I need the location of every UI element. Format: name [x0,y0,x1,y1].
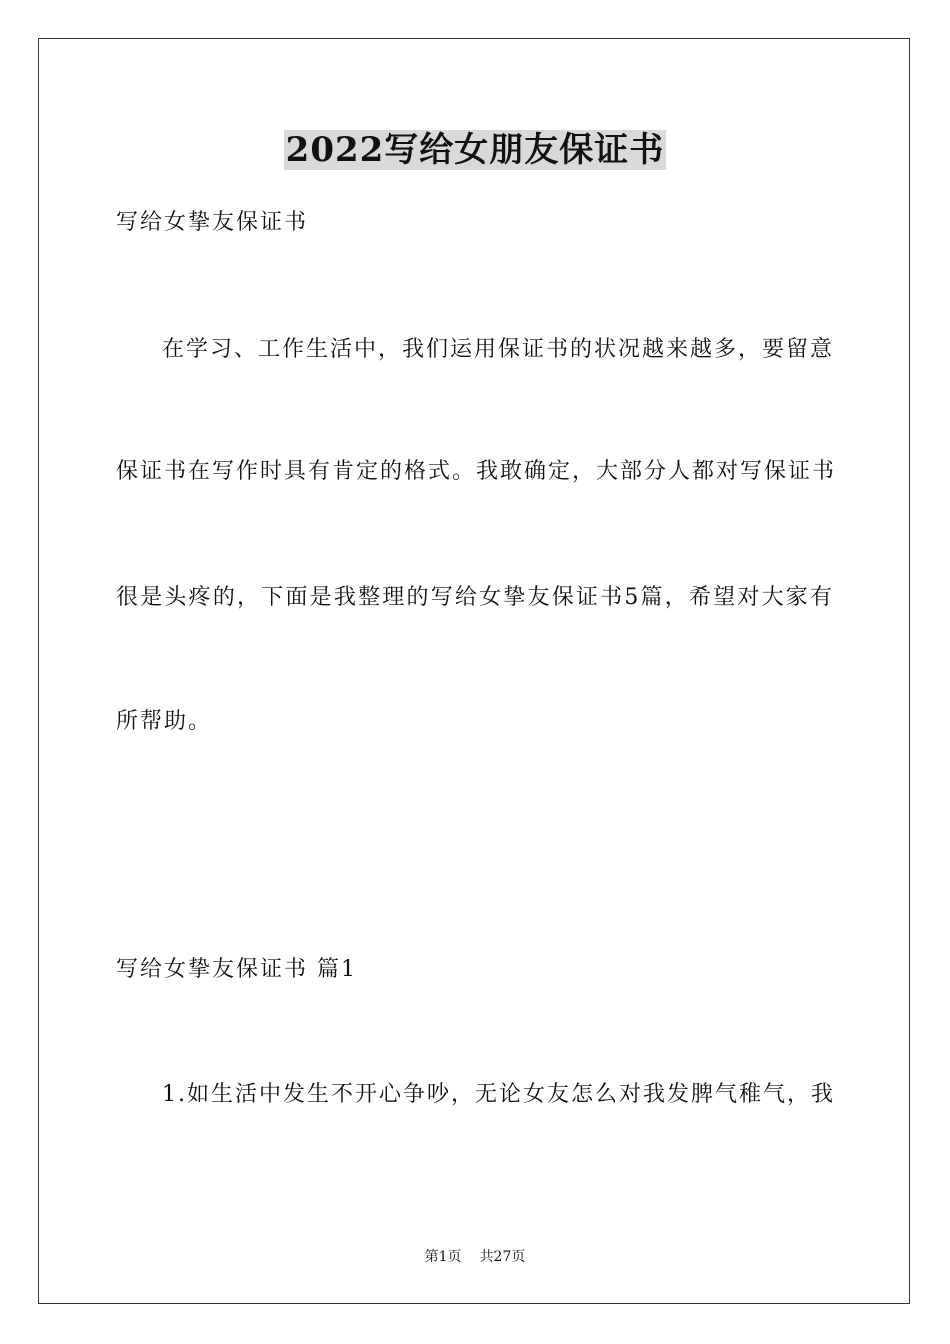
intro-paragraph-line-1: 在学习、工作生活中，我们运用保证书的状况越来越多，要留意 [162,337,835,362]
intro-paragraph-line-4: 所帮助。 [116,709,213,734]
document-subtitle: 写给女挚友保证书 [116,210,309,235]
intro-paragraph-line-3: 很是头疼的，下面是我整理的写给女挚友保证书5篇，希望对大家有 [116,585,834,610]
section-paragraph-line-1: 1.如生活中发生不开心争吵，无论女友怎么对我发脾气稚气，我 [162,1082,835,1107]
document-title-text: 2022写给女朋友保证书 [285,130,665,170]
intro-paragraph-line-2: 保证书在写作时具有肯定的格式。我敢确定，大部分人都对写保证书 [116,459,837,484]
page-footer [0,1247,950,1267]
page-total: 共27页 [479,1249,526,1265]
document-title [0,128,950,172]
section-heading: 写给女挚友保证书 篇1 [116,957,357,982]
page-number: 第1页 [424,1249,462,1265]
